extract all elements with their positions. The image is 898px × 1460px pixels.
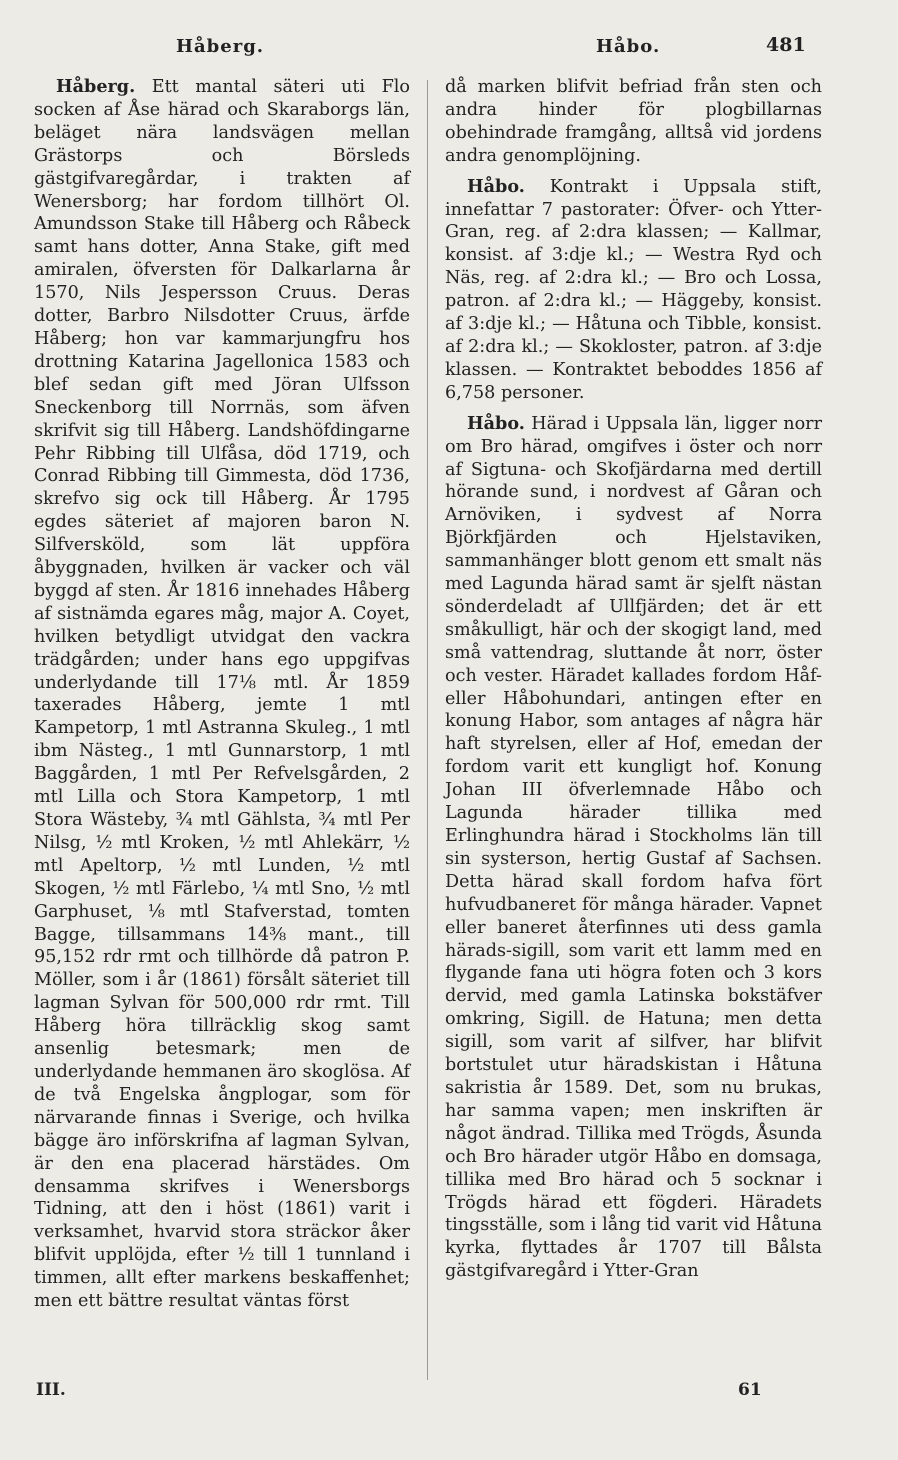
column-rule xyxy=(427,80,428,1380)
entry-term: Håbo. xyxy=(467,412,525,434)
sheet-number: 61 xyxy=(738,1380,762,1400)
right-column xyxy=(445,76,822,1291)
left-column xyxy=(34,76,410,1321)
entry-term: Håberg. xyxy=(56,76,136,97)
entry-text: då marken blifvit befriad från sten och andra hinder för plogbillarnas obehindrade framgång, alltså vid jordens andra genomplöjning. xyxy=(445,77,822,166)
signature-mark: III. xyxy=(36,1380,66,1400)
running-head-left: Håberg. xyxy=(176,36,265,57)
entry-text: Ett mantal säteri uti Flo socken af Åse härad och Skaraborgs län, beläget nära landsvägen mellan Grästorps och Börsleds gästgifvaregårdar, i trakten af Wenersborg; har fordom tillhört Ol. Amundsson Stake till Håberg och Råbeck samt hans dotter, Anna Stake, gift med amiralen, öfversten för Dalkarlarna år 1570, Nils Jespersson Cruus. Deras dotter, Barbro Nilsdotter Cruus, ärfde Håberg; hon var kammarjungfru hos drottning Katarina Jagellonica 1583 och blef sedan gift med Jöran Ulfsson Sneckenborg till Norrnäs, som äfven skrifvit sig till Håberg. Landshöfdingarne Pehr Ribbing till Ulfåsa, död 1719, och Conrad Ribbing till Gimmesta, död 1736, skrefvo sig ock till Håberg. År 1795 egdes säteriet af majoren baron N. Silfversköld, som lät uppföra åbyggnaden, hvilken är vacker och väl byggd af sten. År 1816 innehades Håberg af sistnämda egares måg, major A. Coyet, hvilken betydligt utvidgat den vackra trädgården; under hans ego uppgifvas underlydande till 17⅛ mtl. År 1859 taxerades Håberg, jemte 1 mtl Kampetorp, 1 mtl Astranna Skuleg., 1 mtl ibm Nästeg., 1 mtl Gunnarstorp, 1 mtl Baggården, 1 mtl Per Refvelsgården, 2 mtl Lilla och Stora Kampetorp, 1 mtl Stora Wästeby, ¾ mtl Gählsta, ¾ mtl Per Nilsg, ½ mtl Kroken, ½ mtl Ahlekärr, ½ mtl Apeltorp, ½ mtl Lunden, ½ mtl Skogen, ½ mtl Färlebo, ¼ mtl Sno, ½ mtl Garphuset, ⅛ mtl Stafverstad, tomten Bagge, tillsammans 14⅜ mant., till 95,152 rdr rmt och tillhörde då patron P. Möller, som i år (1861) försålt säteriet till lagman Sylvan för 500,000 rdr rmt. Till Håberg höra tillräcklig skog samt ansenlig betesmark; men de underlydande hemmanen äro skoglösa. Af de två Engelska ångplogar, som för närvarande finnas i Sverige, och hvilka bägge äro införskrifna af lagman Sylvan, är den ena placerad härstädes. Om densamma skrifves i Wenersborgs Tidning, att den i höst (1861) varit i verksamhet, hvarvid stora sträckor åker blifvit upplöjda, efter ½ till 1 tunnland i timmen, allt efter markens beskaffenhet; men ett bättre resultat väntas först xyxy=(34,77,410,1312)
entry-term: Håbo. xyxy=(467,175,525,197)
entry-habo-kontrakt xyxy=(445,176,822,405)
entry-text: Kontrakt i Uppsala stift, innefattar 7 pastorater: Öfver- och Ytter-Gran, reg. af 2:dra klassen; — Kallmar, konsist. af 3:dje kl.; — Westra Ryd och Näs, reg. af 2:dra kl.; — Bro och Lossa, patron. af 2:dra kl.; — Häggeby, konsist. af 3:dje kl.; — Håtuna och Tibble, konsist. af 2:dra kl.; — Skokloster, patron. af 3:dje klassen. — Kontraktet beboddes 1856 af 6,758 personer. xyxy=(445,176,822,403)
entry-text: Härad i Uppsala län, ligger norr om Bro härad, omgifves i öster och norr af Sigtuna- och Skofjärdarna med dertill hörande sund, i nordvest af Gåran och Arnöviken, i sydvest af Norra Björkfjärden och Hjelstaviken, sammanhänger blott genom ett smalt näs med Lagunda härad samt är sjelft nästan sönderdeladt af Ullfjärden; det är ett småkulligt, här och der skogigt land, med små vattendrag, sluttande åt norr, öster och vester. Häradet kallades fordom Håf- eller Håbohundari, antingen efter en konung Habor, som antages af några här haft styrelsen, eller af Hof, emedan der fordom varit ett kungligt hof. Konung Johan III öfverlemnade Håbo och Lagunda härader tillika med Erlinghundra härad i Stockholms län till sin systerson, hertig Gustaf af Sachsen. Detta härad skall fordom hafva fört hufvudbaneret för många härader. Vapnet eller baneret återfinnes uti dess gamla härads-sigill, som varit ett lamm med en flygande fana uti högra foten och 3 kors dervid, med gamla Latinska bokstäfver omkring, Sigill. de Hatuna; men detta sigill, som varit af silfver, har blifvit bortstulet utur häradskistan i Håtuna sakristia år 1589. Det, som nu brukas, har samma vapen; men inskriften är något ändrad. Tillika med Trögds, Åsunda och Bro härader utgör Håbo en domsaga, tillika med Bro härad och 5 socknar i Trögds härad ett fögderi. Häradets tingsställe, som i lång tid varit vid Håtuna kyrka, flyttades år 1707 till Bålsta gästgifvaregård i Ytter-Gran xyxy=(445,413,822,1282)
page-number: 481 xyxy=(766,34,806,56)
entry-continuation xyxy=(445,76,822,168)
running-head-center: Håbo. xyxy=(596,36,661,57)
entry-habo-harad xyxy=(445,413,822,1283)
entry-haberg xyxy=(34,76,410,1313)
